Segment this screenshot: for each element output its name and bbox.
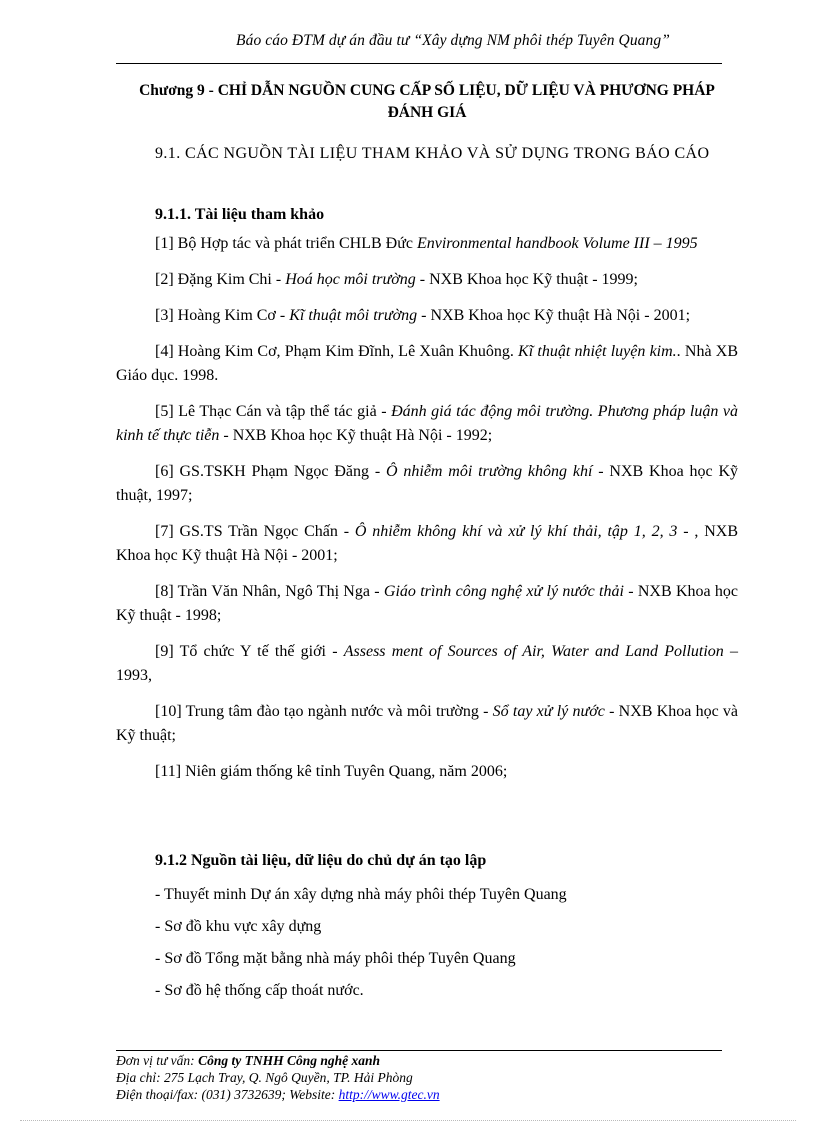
reference-list (116, 232, 738, 796)
reference-title: Assess ment of Sources of Air, Water and Land Pollution (343, 643, 724, 660)
reference-publisher: - NXB Khoa học Kỹ thuật, 1997; (116, 463, 738, 504)
reference-item (116, 760, 738, 784)
reference-publisher: . Nhà XB Giáo dục. 1998. (116, 343, 738, 384)
reference-text: [1] Bộ Hợp tác và phát triển CHLB Đức (155, 235, 417, 252)
subsection-title-owner-docs: 9.1.2 Nguồn tài liệu, dữ liệu do chủ dự án tạo lập (155, 852, 487, 869)
website-link[interactable]: http://www.gtec.vn (338, 1087, 440, 1102)
list-item: - Sơ đồ khu vực xây dựng (155, 918, 322, 935)
reference-item (116, 520, 738, 568)
reference-text: [4] Hoàng Kim Cơ, Phạm Kim Đĩnh, Lê Xuân Khuông. (155, 343, 519, 360)
phone-label: Điện thoại/fax: (031) 3732639; Website: (116, 1087, 339, 1102)
reference-text: [10] Trung tâm đào tạo ngành nước và môi trường - (155, 703, 493, 720)
reference-publisher: - NXB Khoa học Kỹ thuật - 1999; (415, 271, 638, 288)
reference-title: Kĩ thuật nhiệt luyện kim. (518, 343, 677, 360)
reference-item (116, 232, 738, 256)
reference-title: Environmental handbook Volume III – 1995 (416, 235, 698, 252)
reference-text: [11] Niên giám thống kê tỉnh Tuyên Quang, năm 2006; (155, 763, 508, 780)
reference-item (116, 268, 738, 292)
reference-title: Giáo trình công nghệ xử lý nước thải (383, 583, 624, 600)
reference-text: [5] Lê Thạc Cán và tập thể tác giả - (155, 403, 392, 420)
reference-title: Hoá học môi trường (285, 271, 416, 288)
header-title: Báo cáo ĐTM dự án đầu tư “Xây dựng NM phôi thép Tuyên Quang” (236, 32, 670, 49)
reference-text: [8] Trần Văn Nhân, Ngô Thị Nga - (155, 583, 384, 600)
reference-title: Sổ tay xử lý nước (492, 703, 605, 720)
reference-item (116, 400, 738, 448)
reference-item (116, 340, 738, 388)
reference-publisher: – 1993, (116, 643, 739, 684)
header-rule (116, 63, 722, 64)
list-item: - Thuyết minh Dự án xây dựng nhà máy phôi thép Tuyên Quang (155, 886, 567, 903)
page-edge (20, 1120, 796, 1121)
reference-publisher: , NXB Khoa học Kỹ thuật Hà Nội - 2001; (116, 523, 739, 564)
reference-title: Ô nhiễm môi trường không khí (385, 463, 593, 480)
reference-text: [6] GS.TSKH Phạm Ngọc Đăng - (155, 463, 386, 480)
footer-address: Địa chỉ: 275 Lạch Tray, Q. Ngô Quyền, TP. Hải Phòng (116, 1070, 413, 1085)
owner-doc-list (155, 883, 567, 1011)
reference-item (116, 640, 738, 688)
reference-item (116, 580, 738, 628)
reference-text: [2] Đặng Kim Chi - (155, 271, 286, 288)
footer-consultant (116, 1052, 440, 1069)
subsection-title-references: 9.1.1. Tài liệu tham khảo (155, 206, 325, 223)
section-title: 9.1. CÁC NGUỒN TÀI LIỆU THAM KHẢO VÀ SỬ DỤNG TRONG BÁO CÁO (155, 145, 710, 162)
reference-title: Kĩ thuật môi trường (289, 307, 418, 324)
reference-publisher: - NXB Khoa học và Kỹ thuật; (116, 703, 739, 744)
reference-item (116, 700, 738, 748)
footer-rule (116, 1050, 722, 1051)
reference-text: [7] GS.TS Trần Ngọc Chấn - (155, 523, 355, 540)
reference-text: [9] Tổ chức Y tế thế giới - (155, 643, 344, 660)
reference-publisher: - NXB Khoa học Kỹ thuật Hà Nội - 2001; (417, 307, 691, 324)
footer-contact (116, 1086, 440, 1103)
list-item: - Sơ đồ Tổng mặt bằng nhà máy phôi thép Tuyên Quang (155, 950, 516, 967)
list-item: - Sơ đồ hệ thống cấp thoát nước. (155, 982, 364, 999)
reference-publisher: - NXB Khoa học Kỹ thuật Hà Nội - 1992; (219, 427, 493, 444)
consultant-label: Đơn vị tư vấn: (116, 1053, 199, 1068)
chapter-title: Chương 9 - CHỈ DẪN NGUỒN CUNG CẤP SỐ LIỆU, DỮ LIỆU VÀ PHƯƠNG PHÁP ĐÁNH GIÁ (139, 82, 715, 121)
page-footer (116, 1052, 440, 1103)
reference-title: Đánh giá tác động môi trường. Phương pháp luận và kinh tế thực tiễn (116, 403, 738, 444)
reference-title: Ô nhiễm không khí và xử lý khí thải, tập 1, 2, 3 - (354, 523, 689, 540)
reference-publisher: - NXB Khoa học Kỹ thuật - 1998; (116, 583, 738, 624)
reference-text: [3] Hoàng Kim Cơ - (155, 307, 290, 324)
page-header (0, 32, 816, 50)
reference-item (116, 460, 738, 508)
reference-item (116, 304, 738, 328)
consultant-name: Công ty TNHH Công nghệ xanh (198, 1053, 380, 1068)
